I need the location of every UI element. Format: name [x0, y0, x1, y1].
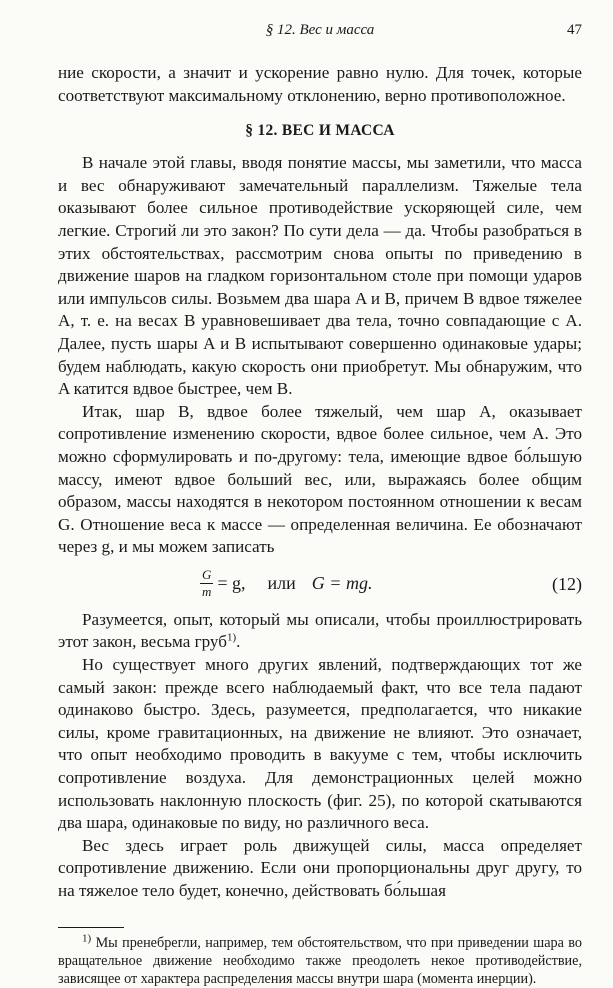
page-number: 47 [567, 22, 582, 38]
section-heading: § 12. ВЕС И МАССА [245, 122, 395, 140]
footnote-marker: 1) [82, 931, 92, 944]
footnote [58, 931, 582, 988]
equation-12 [58, 562, 582, 606]
book-page [58, 22, 582, 988]
paragraph-5: Вес здесь играет роль движущей силы, масса определяет сопротивление движению. Если они пропорциональны друг другу, то на тяжелое тело будет, конечно, действовать бо́льшая [58, 835, 582, 900]
footnote-text: Мы пренебрегли, например, тем обстоятельством, что при приведении шара во вращательное движение необходимо также преодолеть некое противодействие, зависящее от характера распределения массы внутри шара (момента инерции). [58, 934, 582, 987]
paragraph-1: В начале этой главы, вводя понятие массы, мы заметили, что масса и вес обнаруживают замечательный параллелизм. Тяжелые тела оказывают более сильное противодействие ускоряющей силе, чем легкие. Строгий ли это закон? По сути дела — да. Чтобы разобраться в этих обстоятельствах, рассмотрим снова опыты по приведению в движение шаров на гладком горизонтальном столе при помощи ударов или импульсов силы. Возьмем два шара A и B, причем B вдвое тяжелее A, т. е. на весах B уравновешивает два тела, точно совпадающие с A. Далее, пусть шары A и B испытывают совершенно одинаковые удары; будем наблюдать, какую скорость они приобретут. Мы обнаружим, что A катится вдвое быстрее, чем B. [58, 153, 582, 399]
running-title: § 12. Вес и масса [265, 22, 375, 38]
formula-rhs: = g, [217, 573, 246, 594]
intro-paragraph: ние скорости, а значит и ускорение равно нулю. Для точек, которые соответствуют максимальному отклонению, верно противоположное. [58, 63, 582, 105]
fraction-numerator: G [202, 567, 212, 583]
body-text [58, 62, 582, 903]
formula-or-word: или [267, 573, 296, 594]
formula-second: G = mg. [311, 573, 373, 594]
footnote-divider [58, 927, 124, 928]
fraction-g-over-m [200, 568, 213, 599]
paragraph-3-end: . [236, 632, 241, 652]
paragraph-3-text: Разумеется, опыт, который мы описали, чтобы проиллюстрировать этот закон, весьма груб [58, 609, 582, 652]
page-header [58, 22, 582, 50]
equation-number: (12) [552, 573, 582, 594]
formula [200, 566, 372, 602]
paragraph-2: Итак, шар B, вдвое более тяжелый, чем шар A, оказывает сопротивление изменению скорости, вдвое более сильное, чем A. Это можно сформулировать и по-другому: тела, имеющие вдвое бо́льшую массу, имеют вдвое больший вес, или, выражаясь более общим образом, массы находятся в некотором постоянном отношении к весам G. Отношение веса к массе — определенная величина. Ее обозначают через g, и мы можем записать [58, 401, 582, 557]
fraction-denominator: m [202, 584, 212, 600]
paragraph-4: Но существует много других явлений, подтверждающих тот же самый закон: прежде всего наблюдаемый факт, что все тела падают одинаково быстро. Здесь, разумеется, предполагается, что никакие силы, кроме гравитационных, на движение не влияют. Это означает, что опыт необходимо проводить в вакууме с тем, чтобы исключить сопротивление воздуха. Для демонстрационных целей можно использовать наклонную плоскость (фиг. 25), по которой скатываются два шара, одинаковые по виду, но различного веса. [58, 655, 582, 833]
paragraph-3 [58, 609, 582, 654]
footnote-reference: 1) [226, 631, 237, 644]
